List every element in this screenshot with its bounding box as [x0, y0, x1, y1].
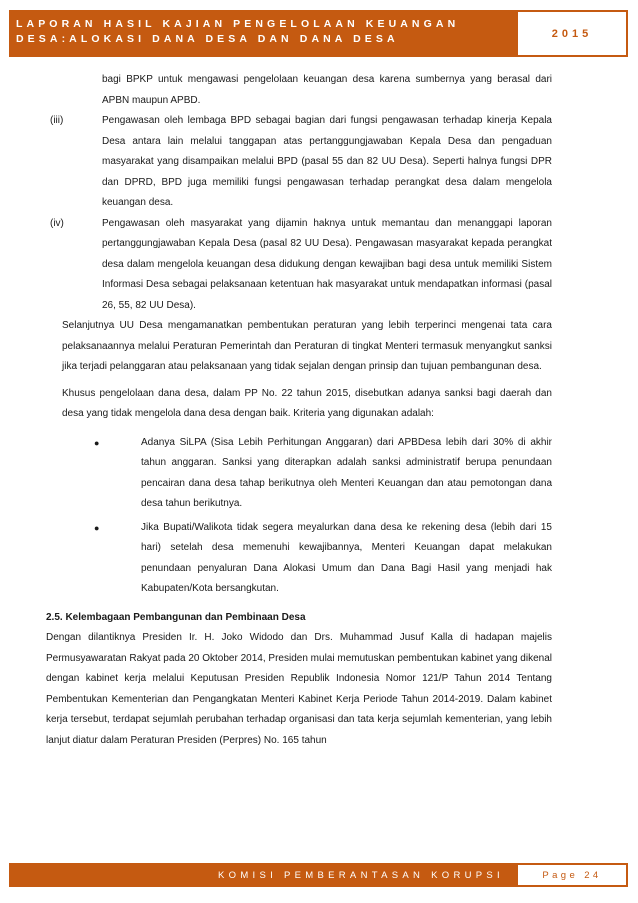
list-item [46, 433, 552, 515]
page-number: Page 24 [518, 865, 626, 885]
continued-paragraph: bagi BPKP untuk mengawasi pengelolaan keuangan desa karena sumbernya yang berasal dari APBN maupun APBD. [102, 74, 552, 106]
list-item [46, 518, 552, 600]
list-text: Pengawasan oleh masyarakat yang dijamin haknya untuk memantau dan menanggapi laporan pertanggungjawaban Kepala Desa (pasal 82 UU Desa). Pengawasan masyarakat kepada perangkat desa dalam mengelola keuangan desa didukung dengan kewajiban bagi desa untuk memiliki Sistem Informasi Desa sebagai pelaksanaan ketentuan hak masyarakat untuk mendapatkan informasi (pasal 26, 55, 82 UU Desa). [102, 217, 552, 311]
list-item-iii [46, 111, 552, 214]
footer-organization: KOMISI PEMBERANTASAN KORUPSI [11, 865, 518, 885]
bullet-icon: ● [94, 522, 100, 533]
report-title-line-2: DESA:ALOKASI DANA DESA DAN DANA DESA [16, 33, 399, 45]
criteria-list [46, 433, 552, 600]
section-heading: 2.5. Kelembagaan Pembangunan dan Pembinaan Desa [46, 611, 306, 623]
paragraph-regulation: Selanjutnya UU Desa mengamanatkan pembentukan peraturan yang lebih terperinci mengenai tata cara pelaksanaannya melalui Peraturan Pemerintah dan Peraturan di tingkat Menteri termasuk menyangkut sanksi jika terjadi pelanggaran atau pelaksanaan yang tidak sejalan dengan prinsip dan tujuan pembangunan desa. [62, 320, 552, 372]
report-title [11, 12, 518, 55]
list-item-iv [46, 214, 552, 317]
list-text: Pengawasan oleh lembaga BPD sebagai bagian dari fungsi pengawasan terhadap kinerja Kepala Desa antara lain melalui tanggapan atas pertanggungjawaban Kepala Desa dan pengaduan masyarakat yang disampaikan melalui BPD (pasal 55 dan 82 UU Desa). Seperti halnya fungsi DPR dan DPRD, BPD juga memiliki fungsi pengawasan terhadap perangkat desa dalam mengelola keuangan desa. [102, 115, 552, 208]
report-year: 2015 [518, 12, 626, 55]
bullet-icon: ● [94, 437, 100, 448]
list-number: (iii) [50, 115, 64, 126]
bullet-text: Adanya SiLPA (Sisa Lebih Perhitungan Anggaran) dari APBDesa lebih dari 30% di akhir tahun anggaran. Sanksi yang diterapkan adalah sanksi administratif berupa penundaan pencairan dana desa tahap berikutnya oleh Menteri Keuangan dan atau pemotongan dana desa tahun berikutnya. [141, 436, 552, 509]
list-number: (iv) [50, 217, 64, 229]
page-footer [9, 863, 628, 887]
page-body [46, 70, 552, 751]
paragraph-sanctions: Khusus pengelolaan dana desa, dalam PP No. 22 tahun 2015, disebutkan adanya sanksi bagi daerah dan desa yang tidak mengelola dana desa dengan baik. Kriteria yang digunakan adalah: [62, 387, 552, 419]
page-header [9, 10, 628, 57]
paragraph-cabinet: Dengan dilantiknya Presiden Ir. H. Joko Widodo dan Drs. Muhammad Jusuf Kalla di hadapan majelis Permusyawaratan Rakyat pada 20 Oktober 2014, Presiden mulai memutuskan pembentukan kabinet yang dikenal dengan kabinet kerja melalui Keputusan Presiden Republik Indonesia Nomor 121/P Tahun 2014 Tentang Pembentukan Kementerian dan Pengangkatan Menteri Kabinet Kerja Periode Tahun 2014-2019. Dalam kabinet kerja tersebut, terdapat sejumlah perubahan terhadap organisasi dan tata kerja sejumlah kementerian, yang lebih lanjut diatur dalam Peraturan Presiden (Perpres) No. 165 tahun [46, 632, 552, 746]
report-title-line-1: LAPORAN HASIL KAJIAN PENGELOLAAN KEUANGAN [16, 18, 460, 30]
bullet-text: Jika Bupati/Walikota tidak segera meyalurkan dana desa ke rekening desa (lebih dari 15 hari) setelah desa memenuhi kewajibannya, Menteri Keuangan dapat melakukan penundaan penyaluran Dana Alokasi Umum dan Dana Bagi Hasil yang menjadi hak Kabupaten/Kota bersangkutan. [141, 521, 552, 594]
